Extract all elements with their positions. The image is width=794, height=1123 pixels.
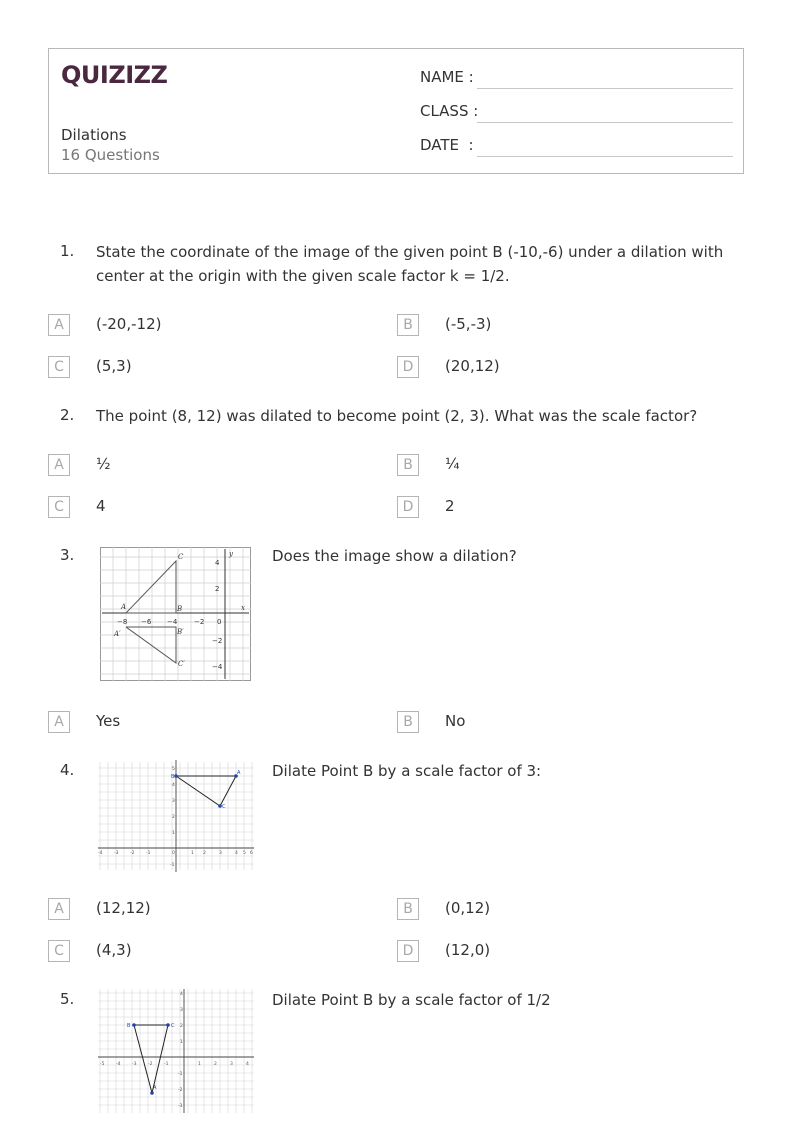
x-tick: −6	[141, 618, 152, 626]
question-number: 2.	[60, 406, 75, 424]
point-c-label: C	[171, 1023, 175, 1029]
y-tick: 1	[172, 831, 175, 836]
y-axis-label: y	[229, 550, 233, 558]
point-c-label: C	[178, 553, 184, 561]
name-line[interactable]	[477, 88, 733, 89]
question-text-line: center at the origin with the given scale factor k = 1/2.	[96, 267, 510, 285]
y-tick: 4	[180, 992, 183, 997]
y-tick: -3	[178, 1104, 183, 1109]
option-text[interactable]: Yes	[96, 712, 121, 730]
y-tick: -1	[178, 1072, 183, 1077]
question-text: Dilate Point B by a scale factor of 1/2	[272, 991, 551, 1009]
point-b-label: B	[171, 774, 175, 780]
x-tick: 4	[235, 851, 238, 856]
y-tick: −4	[212, 663, 223, 671]
x-tick: 2	[214, 1062, 217, 1067]
option-letter-box[interactable]: A	[48, 898, 70, 920]
y-tick: 2	[172, 815, 175, 820]
option-text[interactable]: (12,12)	[96, 899, 151, 917]
point-a-label: A	[121, 603, 127, 611]
date-label: DATE :	[420, 136, 474, 154]
y-tick: 2	[180, 1024, 183, 1029]
question-number: 5.	[60, 990, 75, 1008]
option-letter-box[interactable]: C	[48, 940, 70, 962]
option-text[interactable]: (4,3)	[96, 941, 132, 959]
logo-text: QUIZIZZ	[61, 61, 168, 89]
question-number: 4.	[60, 761, 75, 779]
option-letter-box[interactable]: A	[48, 454, 70, 476]
option-letter-box[interactable]: A	[48, 711, 70, 733]
question-text-line: State the coordinate of the image of the given point B (-10,-6) under a dilation with	[96, 243, 724, 261]
option-letter-box[interactable]: D	[397, 356, 419, 378]
option-text[interactable]: (0,12)	[445, 899, 491, 917]
point-a-label: A	[237, 770, 241, 776]
date-field[interactable]	[420, 136, 733, 158]
x-tick: -4	[116, 1062, 121, 1067]
option-text[interactable]: ¼	[445, 455, 460, 473]
x-tick: −4	[167, 618, 178, 626]
x-tick: −8	[117, 618, 128, 626]
y-tick: 3	[172, 799, 175, 804]
option-text[interactable]: (-5,-3)	[445, 315, 492, 333]
x-tick: -2	[130, 851, 135, 856]
option-letter-box[interactable]: B	[397, 454, 419, 476]
option-text[interactable]: No	[445, 712, 466, 730]
class-line[interactable]	[477, 122, 733, 123]
x-tick: 6	[250, 851, 253, 856]
option-text[interactable]: 4	[96, 497, 106, 515]
q4-coordinate-figure	[96, 758, 256, 874]
x-tick: 2	[203, 851, 206, 856]
q3-coordinate-figure	[100, 547, 252, 682]
option-letter-box[interactable]: C	[48, 496, 70, 518]
x-tick: -2	[148, 1062, 153, 1067]
name-label: NAME :	[420, 68, 474, 86]
point-a-label: A	[153, 1085, 157, 1091]
option-letter-box[interactable]: B	[397, 314, 419, 336]
x-tick: -1	[146, 851, 151, 856]
option-text[interactable]: 2	[445, 497, 455, 515]
figure-axes	[98, 989, 254, 1113]
point-a-prime-label: A′	[114, 630, 121, 638]
question-text: The point (8, 12) was dilated to become point (2, 3). What was the scale factor?	[96, 407, 698, 425]
x-tick: 3	[230, 1062, 233, 1067]
x-tick: -1	[164, 1062, 169, 1067]
class-field[interactable]	[420, 102, 733, 124]
point-b-prime-label: B′	[177, 628, 184, 636]
question-count: 16 Questions	[61, 146, 160, 164]
worksheet-header	[48, 48, 744, 174]
date-line[interactable]	[477, 156, 733, 157]
y-tick: -1	[170, 863, 175, 868]
figure-triangle	[134, 1025, 168, 1093]
question-text: Does the image show a dilation?	[272, 547, 517, 565]
option-text[interactable]: (5,3)	[96, 357, 132, 375]
x-tick: 4	[246, 1062, 249, 1067]
x-axis-label: x	[241, 604, 245, 612]
question-number: 1.	[60, 242, 75, 260]
x-tick: -5	[100, 1062, 105, 1067]
question-text: Dilate Point B by a scale factor of 3:	[272, 762, 542, 780]
figure-grid	[98, 989, 254, 1113]
worksheet-title: Dilations	[61, 126, 127, 144]
x-tick: -3	[114, 851, 119, 856]
x-tick: 1	[198, 1062, 201, 1067]
x-tick: -3	[132, 1062, 137, 1067]
y-tick: 2	[215, 585, 220, 593]
option-letter-box[interactable]: A	[48, 314, 70, 336]
x-tick: 0	[172, 851, 175, 856]
option-text[interactable]: ½	[96, 455, 111, 473]
option-letter-box[interactable]: B	[397, 711, 419, 733]
option-text[interactable]: (12,0)	[445, 941, 491, 959]
quizizz-logo	[61, 61, 167, 89]
option-letter-box[interactable]: B	[397, 898, 419, 920]
question-text	[96, 240, 736, 288]
figure-triangle	[176, 776, 236, 806]
option-text[interactable]: (20,12)	[445, 357, 500, 375]
y-tick: 1	[180, 1040, 183, 1045]
x-tick: 3	[219, 851, 222, 856]
y-tick: 5	[172, 767, 175, 772]
option-text[interactable]: (-20,-12)	[96, 315, 162, 333]
point-c-label: C	[222, 804, 226, 810]
y-tick: 4	[215, 559, 220, 567]
y-tick: 3	[180, 1008, 183, 1013]
name-field[interactable]	[420, 68, 733, 90]
y-tick: −2	[212, 637, 223, 645]
x-tick: 5	[243, 851, 246, 856]
x-tick: −2	[194, 618, 205, 626]
option-letter-box[interactable]: C	[48, 356, 70, 378]
x-tick: 1	[191, 851, 194, 856]
option-letter-box[interactable]: D	[397, 940, 419, 962]
option-letter-box[interactable]: D	[397, 496, 419, 518]
point-b-label: B	[177, 605, 183, 613]
class-label: CLASS :	[420, 102, 479, 120]
question-number: 3.	[60, 546, 75, 564]
x-tick: 0	[217, 618, 222, 626]
x-tick: -4	[98, 851, 103, 856]
y-tick: -2	[178, 1088, 183, 1093]
q5-coordinate-figure	[96, 987, 256, 1115]
point-b-label: B	[127, 1023, 131, 1029]
point-c-prime-label: C′	[178, 660, 185, 668]
y-tick: 4	[172, 783, 175, 788]
